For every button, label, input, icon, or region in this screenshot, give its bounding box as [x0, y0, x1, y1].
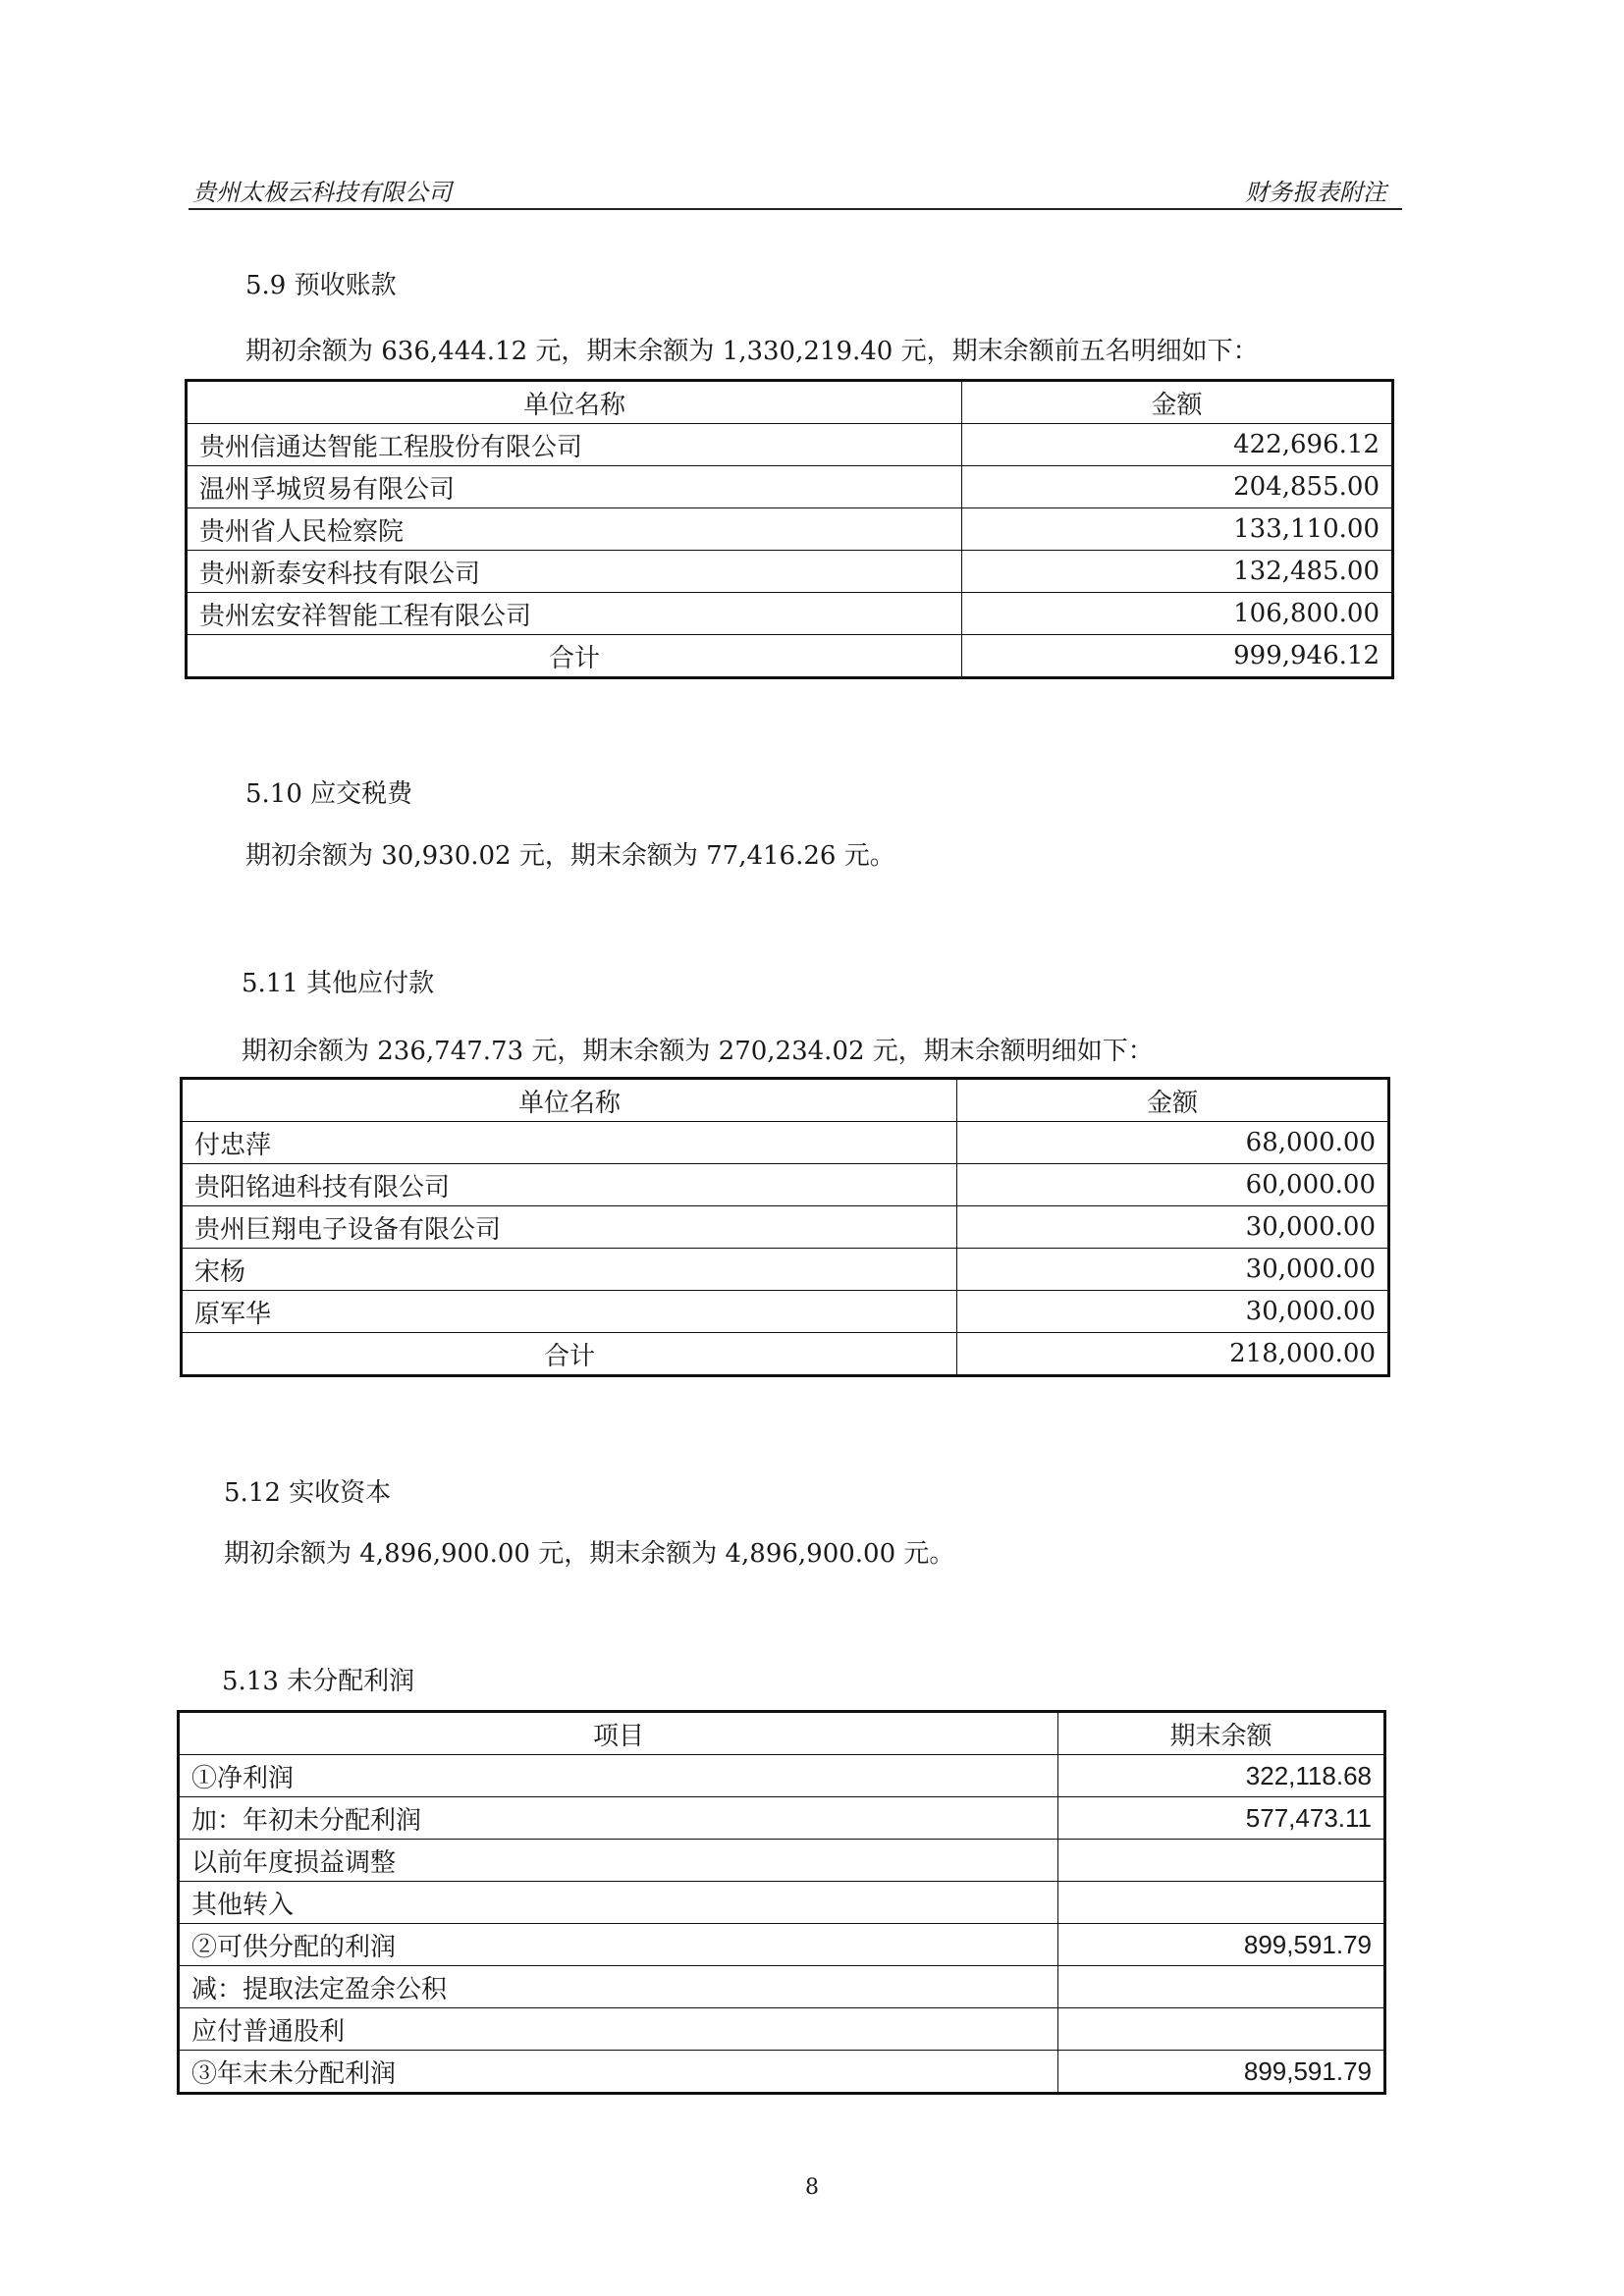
table-row	[179, 1924, 1385, 1966]
cell-item: ①净利润	[179, 1755, 1058, 1797]
cell-item: 减：提取法定盈余公积	[179, 1966, 1058, 2008]
cell-name: 温州孚城贸易有限公司	[187, 466, 962, 508]
cell-amount	[1058, 2008, 1385, 2051]
table-row	[182, 1249, 1389, 1291]
header-rule	[189, 208, 1402, 210]
undistributed-profit-table	[177, 1710, 1386, 2095]
cell-amount: 132,485.00	[962, 551, 1393, 593]
table-row	[182, 1122, 1389, 1164]
column-header-amount: 金额	[957, 1079, 1389, 1122]
cell-amount	[1058, 1840, 1385, 1882]
cell-item: ②可供分配的利润	[179, 1924, 1058, 1966]
table-row	[179, 1797, 1385, 1840]
cell-name: 贵州宏安祥智能工程有限公司	[187, 593, 962, 635]
table-header-row	[187, 381, 1393, 424]
table-row	[187, 508, 1393, 551]
cell-amount: 30,000.00	[957, 1206, 1389, 1249]
table-total-row	[187, 635, 1393, 678]
cell-item: 应付普通股利	[179, 2008, 1058, 2051]
column-header-amount: 金额	[962, 381, 1393, 424]
cell-name: 贵阳铭迪科技有限公司	[182, 1164, 957, 1206]
cell-amount: 322,118.68	[1058, 1755, 1385, 1797]
table-header-row	[179, 1712, 1385, 1755]
page-header-doc-type: 财务报表附注	[1245, 179, 1386, 206]
section-intro-5-9: 期初余额为 636,444.12 元，期末余额为 1,330,219.40 元，期末余额前五名明细如下：	[245, 337, 1259, 366]
other-payables-table	[180, 1077, 1390, 1377]
section-title-5-10: 5.10 应交税费	[245, 779, 413, 809]
section-title-5-13: 5.13 未分配利润	[222, 1667, 415, 1696]
cell-amount: 577,473.11	[1058, 1797, 1385, 1840]
total-label: 合计	[182, 1333, 957, 1376]
cell-amount: 106,800.00	[962, 593, 1393, 635]
cell-amount	[1058, 1966, 1385, 2008]
table-total-row	[182, 1333, 1389, 1376]
section-intro-5-10: 期初余额为 30,930.02 元，期末余额为 77,416.26 元。	[245, 841, 895, 871]
column-header-item: 项目	[179, 1712, 1058, 1755]
table-row	[179, 1840, 1385, 1882]
table-row	[187, 466, 1393, 508]
section-title-5-12: 5.12 实收资本	[224, 1478, 392, 1508]
column-header-name: 单位名称	[182, 1079, 957, 1122]
cell-name: 付忠萍	[182, 1122, 957, 1164]
section-intro-5-11: 期初余额为 236,747.73 元，期末余额为 270,234.02 元，期末余额明细如下：	[242, 1037, 1154, 1066]
total-amount: 999,946.12	[962, 635, 1393, 678]
cell-amount: 204,855.00	[962, 466, 1393, 508]
cell-amount	[1058, 1882, 1385, 1924]
cell-amount: 899,591.79	[1058, 2051, 1385, 2094]
cell-item: 其他转入	[179, 1882, 1058, 1924]
cell-name: 贵州新泰安科技有限公司	[187, 551, 962, 593]
cell-name: 宋杨	[182, 1249, 957, 1291]
table-row	[182, 1164, 1389, 1206]
page-header-company: 贵州太极云科技有限公司	[192, 179, 452, 206]
cell-item: 以前年度损益调整	[179, 1840, 1058, 1882]
cell-item: ③年末未分配利润	[179, 2051, 1058, 2094]
table-row	[179, 2051, 1385, 2094]
page-number: 8	[805, 2175, 819, 2200]
total-amount: 218,000.00	[957, 1333, 1389, 1376]
table-row	[182, 1206, 1389, 1249]
table-row	[179, 1882, 1385, 1924]
table-row	[182, 1291, 1389, 1333]
column-header-name: 单位名称	[187, 381, 962, 424]
total-label: 合计	[187, 635, 962, 678]
section-title-5-9: 5.9 预收账款	[245, 271, 397, 300]
table-row	[179, 1966, 1385, 2008]
table-row	[179, 2008, 1385, 2051]
section-title-5-11: 5.11 其他应付款	[242, 969, 435, 998]
cell-item: 加：年初未分配利润	[179, 1797, 1058, 1840]
cell-amount: 422,696.12	[962, 424, 1393, 466]
cell-amount: 899,591.79	[1058, 1924, 1385, 1966]
cell-amount: 133,110.00	[962, 508, 1393, 551]
cell-name: 贵州信通达智能工程股份有限公司	[187, 424, 962, 466]
cell-amount: 30,000.00	[957, 1249, 1389, 1291]
table-row	[179, 1755, 1385, 1797]
column-header-ending-balance: 期末余额	[1058, 1712, 1385, 1755]
table-header-row	[182, 1079, 1389, 1122]
cell-name: 贵州巨翔电子设备有限公司	[182, 1206, 957, 1249]
cell-name: 贵州省人民检察院	[187, 508, 962, 551]
cell-amount: 68,000.00	[957, 1122, 1389, 1164]
cell-name: 原军华	[182, 1291, 957, 1333]
table-row	[187, 593, 1393, 635]
cell-amount: 30,000.00	[957, 1291, 1389, 1333]
cell-amount: 60,000.00	[957, 1164, 1389, 1206]
section-intro-5-12: 期初余额为 4,896,900.00 元，期末余额为 4,896,900.00 元。	[224, 1539, 955, 1569]
advance-receipts-table	[185, 379, 1394, 679]
table-row	[187, 551, 1393, 593]
table-row	[187, 424, 1393, 466]
